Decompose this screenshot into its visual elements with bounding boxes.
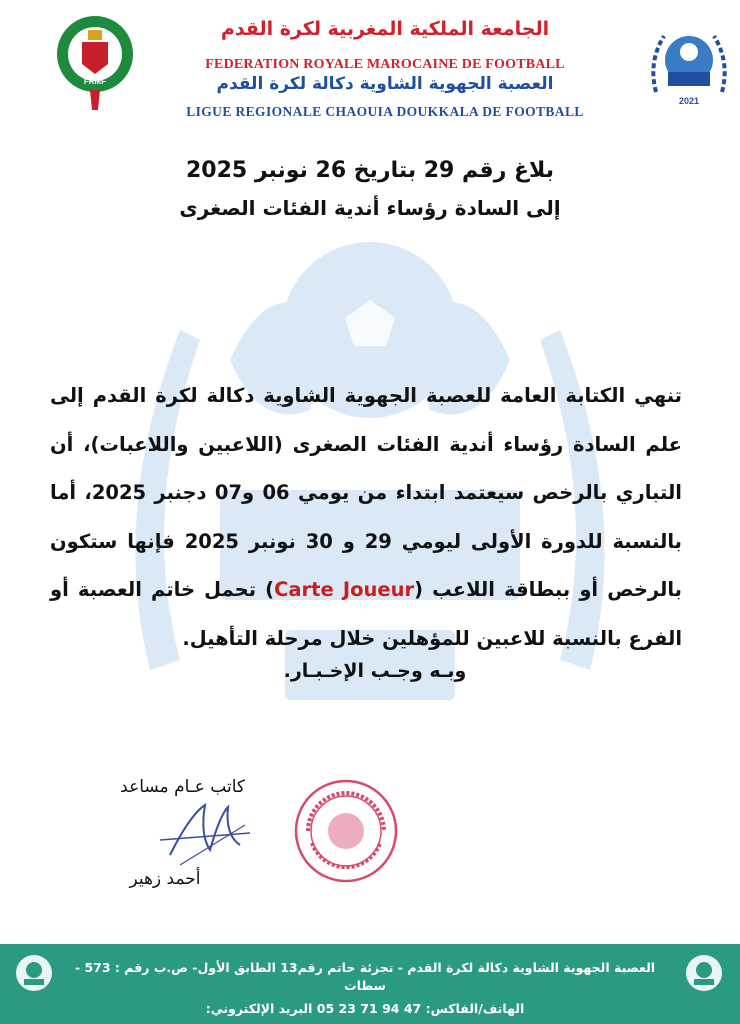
footer-address: العصبة الجهوية الشاوية دكالة لكرة القدم - تجزئة حاتم رقم13 الطابق الأول- ص.ب رقم : 573 -	[74, 960, 656, 975]
footer-logo-left-icon	[12, 952, 56, 994]
closing-formula: وبـه وجـب الإخـبـار.	[283, 660, 467, 682]
federation-french-name: FEDERATION ROYALE MAROCAINE DE FOOTBALL	[205, 57, 565, 72]
communique-body	[50, 372, 682, 663]
letterhead	[0, 0, 740, 130]
frmf-logo-icon	[52, 12, 138, 112]
footer-contact: الهاتف/الفاكس: 47 94 71 23 05 البريد الإلكتروني:	[205, 1001, 525, 1016]
footer-city: سطات	[344, 978, 386, 993]
svg-text:2021: 2021	[678, 96, 700, 106]
carte-joueur-highlight: Carte Joueur	[274, 578, 415, 601]
signatory-title: كاتب عـام مساعد	[120, 777, 245, 797]
federation-arabic-name: الجامعة الملكية المغربية لكرة القدم	[220, 18, 550, 40]
communique-title: بلاغ رقم 29 بتاريخ 26 نونبر 2025	[185, 158, 555, 183]
body-text-part1: تنهي الكتابة العامة للعصبة الجهوية الشاوية دكالة لكرة القدم إلى علم السادة رؤساء أندية الفئات الصغرى (اللاعبين واللاعبات)، أن التباري بالرخص سيعتمد ابتداء من يومي 06 و07 دجنبر 2025، أما بالنسبة للدورة الأولى ليومي 29 و 30 نونبر 2025 فإنها ستكون بالرخص أو ببطاقة اللاعب (	[50, 384, 682, 601]
svg-text:FRMF: FRMF	[83, 77, 107, 86]
league-logo-icon	[646, 22, 732, 116]
communique-recipients: إلى السادة رؤساء أندية الفئات الصغرى	[179, 196, 561, 220]
league-arabic-name: العصبة الجهوية الشاوية دكالة لكرة القدم	[216, 74, 554, 94]
signatory-name: أحمد زهير	[129, 869, 201, 889]
league-stamp-icon	[290, 775, 402, 887]
handwritten-signature-icon	[150, 795, 260, 875]
league-french-name: LIGUE REGIONALE CHAOUIA DOUKKALA DE FOOTBALL	[186, 104, 584, 119]
footer-logo-right-icon	[682, 952, 726, 994]
body-text-part2: ) تحمل خاتم العصبة أو الفرع بالنسبة للاعبين للمؤهلين خلال مرحلة التأهيل.	[50, 578, 682, 650]
footer-bar	[0, 944, 740, 1024]
